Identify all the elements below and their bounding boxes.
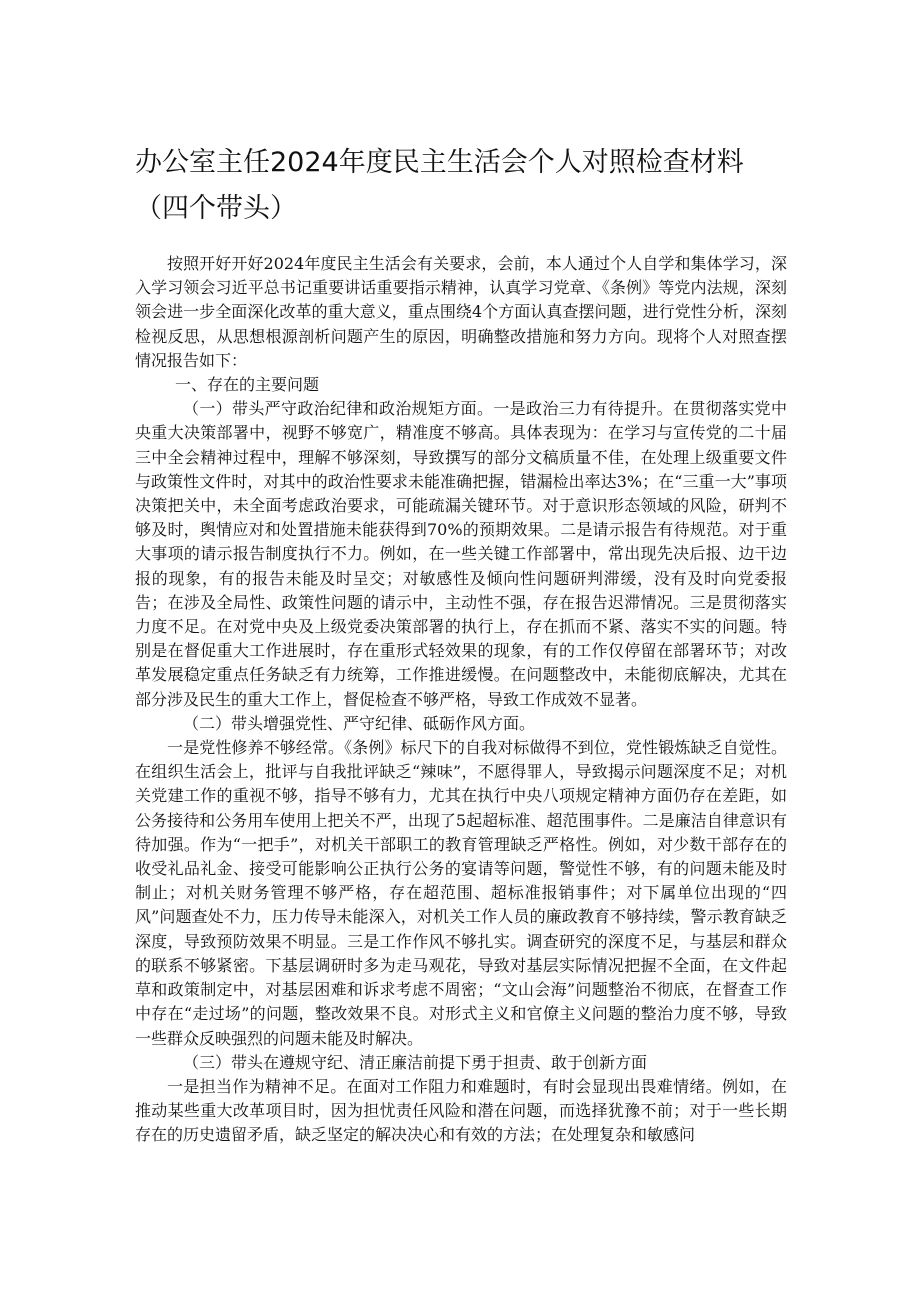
intro-paragraph: 按照开好开好2024年度民主生活会有关要求，会前，本人通过个人自学和集体学习，深入学习领会习近平总书记重要讲话重要指示精神，认真学习党章、《条例》等党内法规，深刻领会进一步全面深化改革的重大意义，重点围绕4个方面认真查摆问题，进行党性分析，深刻检视反思，从思想根源剖析问题产生的原因，明确整改措施和努力方向。现将个人对照查摆情况报告如下： [135,254,787,370]
sub-section-3-text: 一是担当作为精神不足。在面对工作阻力和难题时，有时会显现出畏难情绪。例如，在推动某些重大改革项目时，因为担忧责任风险和潜在问题，而选择犹豫不前；对于一些长期存在的历史遗留矛盾，缺乏坚定的解决决心和有效的方法；在处理复杂和敏感问 [135,1076,787,1145]
document-body [135,252,787,1148]
document-subtitle: （四个带头） [135,193,297,224]
document-page [135,140,787,1148]
document-title: 办公室主任2024年度民主生活会个人对照检查材料 [135,147,744,178]
sub-section-1-heading: （一）带头严守政治纪律和政治规矩方面。 [183,399,494,419]
sub-section-2-heading: （二）带头增强党性、严守纪律、砥砺作风方面。 [183,713,536,733]
sub-section-1-paragraph [135,397,787,712]
section-heading-problems: 一、存在的主要问题 [175,375,320,395]
sub-section-2-text: 一是党性修养不够经常。《条例》标尺下的自我对标做得不到位，党性锻炼缺乏自觉性。在组织生活会上，批评与自我批评缺乏“辣味”，不愿得罪人，导致揭示问题深度不足；对机关党建工作的重视不够，指导不够有力，尤其在执行中央八项规定精神方面仍存在差距，如公务接待和公务用车使用上把关不严，出现了5起超标准、超范围事件。二是廉洁自律意识有待加强。作为“一把手”，对机关干部职工的教育管理缺乏严格性。例如，对少数干部存在的收受礼品礼金、接受可能影响公正执行公务的宴请等问题，警觉性不够，有的问题未能及时制止；对机关财务管理不够严格，存在超范围、超标准报销事件；对下属单位出现的“四风”问题查处不力，压力传导未能深入，对机关工作人员的廉政教育不够持续，警示教育缺乏深度，导致预防效果不明显。三是工作作风不够扎实。调查研究的深度不足，与基层和群众的联系不够紧密。下基层调研时多为走马观花，导致对基层实际情况把握不全面，在文件起草和政策制定中，对基层困难和诉求考虑不周密；“文山会海”问题整治不彻底，在督查工作中存在“走过场”的问题，整改效果不良。对形式主义和官僚主义问题的整治力度不够，导致一些群众反映强烈的问题未能及时解决。 [135,738,787,1048]
sub-section-3-heading: （三）带头在遵规守纪、清正廉洁前提下勇于担责、敢于创新方面 [183,1052,648,1072]
sub-section-1-text: 一是政治三力有待提升。在贯彻落实党中央重大决策部署中，视野不够宽广，精准度不够高。具体表现为：在学习与宣传党的二十届三中全会精神过程中，理解不够深刻，导致撰写的部分文稿质量不佳，在处理上级重要文件与政策性文件时，对其中的政治性要求未能准确把握，错漏检出率达3%；在“三重一大”事项决策把关中，未全面考虑政治要求，可能疏漏关键环节。对于意识形态领域的风险，研判不够及时，舆情应对和处置措施未能获得到70%的预期效果。二是请示报告有待规范。对于重大事项的请示报告制度执行不力。例如，在一些关键工作部署中，常出现先决后报、边干边报的现象，有的报告未能及时呈交；对敏感性及倾向性问题研判滞缓，没有及时向党委报告；在涉及全局性、政策性问题的请示中，主动性不强，存在报告迟滞情况。三是贯彻落实力度不足。在对党中央及上级党委决策部署的执行上，存在抓而不紧、落实不实的问题。特别是在督促重大工作进展时，存在重形式轻效果的现象，有的工作仅停留在部署环节；对改革发展稳定重点任务缺乏有力统筹，工作推进缓慢。在问题整改中，未能彻底解决，尤其在部分涉及民生的重大工作上，督促检查不够严格，导致工作成效不显著。 [135,399,787,709]
